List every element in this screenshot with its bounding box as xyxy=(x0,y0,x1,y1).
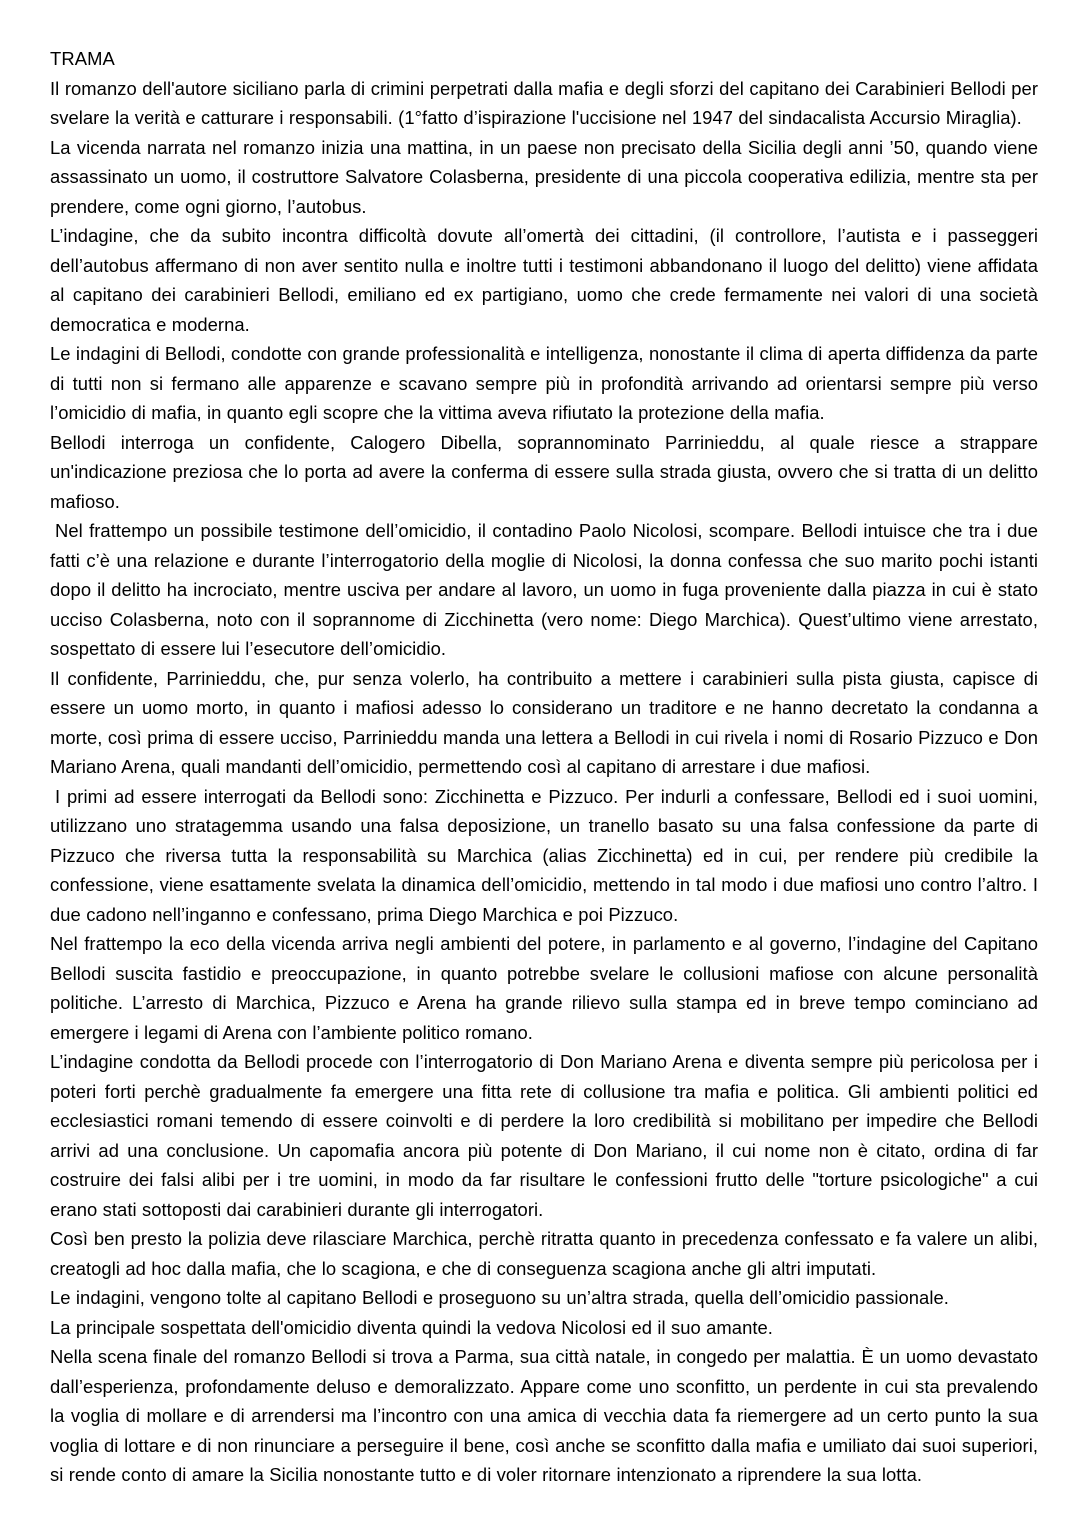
paragraph-12: Le indagini, vengono tolte al capitano Bellodi e proseguono su un’altra strada, quella dell’omicidio passionale. xyxy=(50,1287,949,1308)
paragraph-5: Bellodi interroga un confidente, Calogero Dibella, soprannominato Parrinieddu, al quale riesce a strappare un'indicazione preziosa che lo porta ad avere la conferma di essere sulla strada giusta, ovvero che si tratta di un delitto mafioso. xyxy=(50,431,1038,512)
document-heading: TRAMA xyxy=(50,48,115,69)
paragraph-9: Nel frattempo la eco della vicenda arriva negli ambienti del potere, in parlamento e al governo, l’indagine del Capitano Bellodi suscita fastidio e preoccupazione, in quanto potrebbe svelare le collusioni mafiose con alcune personalità politiche. L’arresto di Marchica, Pizzuco e Arena ha grande rilievo sulla stampa ed in breve tempo cominciano ad emergere i legami di Arena con l’ambiente politico romano. xyxy=(50,933,1038,1043)
paragraph-3: L’indagine, che da subito incontra difficoltà dovute all’omertà dei cittadini, (il controllore, l’autista e i passeggeri dell’autobus affermano di non aver sentito nulla e inoltre tutti i testimoni abbandonano il luogo del delitto) viene affidata al capitano dei carabinieri Bellodi, emiliano ed ex partigiano, uomo che crede fermamente nei valori di una società democratica e moderna. xyxy=(50,225,1038,335)
paragraph-10: L’indagine condotta da Bellodi procede con l’interrogatorio di Don Mariano Arena e diventa sempre più pericolosa per i poteri forti perchè gradualmente fa emergere una fitta rete di collusione tra mafia e politica. Gli ambienti politici ed ecclesiastici romani temendo di essere coinvolti e di perdere la loro credibilità si mobilitano per impedire che Bellodi arrivi ad una conclusione. Un capomafia ancora più potente di Don Mariano, il cui nome non è citato, ordina di far costruire dei falsi alibi per i tre uomini, in modo da far risultare le confessioni frutto delle "torture psicologiche" a cui erano stati sottoposti dai carabinieri durante gli interrogatori. xyxy=(50,1051,1038,1220)
paragraph-1: Il romanzo dell'autore siciliano parla di crimini perpetrati dalla mafia e degli sforzi del capitano dei Carabinieri Bellodi per svelare la verità e catturare i responsabili. (1°fatto d’ispirazione l'uccisione nel 1947 del sindacalista Accursio Miraglia). xyxy=(50,77,1038,128)
paragraph-7: Il confidente, Parrinieddu, che, pur senza volerlo, ha contribuito a mettere i carabinieri sulla pista giusta, capisce di essere un uomo morto, in quanto i mafiosi adesso lo considerano un traditore e ne hanno decretato la condanna a morte, così prima di essere ucciso, Parrinieddu manda una lettera a Bellodi in cui rivela i nomi di Rosario Pizzuco e Don Mariano Arena, quali mandanti dell’omicidio, permettendo così al capitano di arrestare i due mafiosi. xyxy=(50,667,1038,777)
paragraph-11: Così ben presto la polizia deve rilasciare Marchica, perchè ritratta quanto in precedenza confessato e fa valere un alibi, creatogli ad hoc dalla mafia, che lo scagiona, e che di conseguenza scagiona anche gli altri imputati. xyxy=(50,1228,1038,1279)
paragraph-13: La principale sospettata dell'omicidio diventa quindi la vedova Nicolosi ed il suo amante. xyxy=(50,1316,773,1338)
document-body xyxy=(50,44,1038,1490)
paragraph-4: Le indagini di Bellodi, condotte con grande professionalità e intelligenza, nonostante il clima di aperta diffidenza da parte di tutti non si fermano alle apparenze e scavano sempre più in profondità arrivando ad orientarsi sempre più verso l’omicidio di mafia, in quanto egli scopre che la vittima aveva rifiutato la protezione della mafia. xyxy=(50,343,1038,423)
paragraph-8: I primi ad essere interrogati da Bellodi sono: Zicchinetta e Pizzuco. Per indurli a confessare, Bellodi ed i suoi uomini, utilizzano uno stratagemma usando una falsa deposizione, un tranello basato su una falsa confessione da parte di Pizzuco che riversa tutta la responsabilità su Marchica (alias Zicchinetta) ed in cui, per rendere più credibile la confessione, viene esattamente svelata la dinamica dell’omicidio, mettendo in tal modo i due mafiosi uno contro l’altro. I due cadono nell’inganno e confessano, prima Diego Marchica e poi Pizzuco. xyxy=(50,785,1038,925)
paragraph-2: La vicenda narrata nel romanzo inizia una mattina, in un paese non precisato della Sicilia degli anni ’50, quando viene assassinato un uomo, il costruttore Salvatore Colasberna, presidente di una piccola cooperativa edilizia, mentre sta per prendere, come ogni giorno, l’autobus. xyxy=(50,136,1038,217)
paragraph-6: Nel frattempo un possibile testimone dell’omicidio, il contadino Paolo Nicolosi, scompare. Bellodi intuisce che tra i due fatti c’è una relazione e durante l’interrogatorio della moglie di Nicolosi, la donna confessa che suo marito pochi istanti dopo il delitto ha incrociato, mentre usciva per andare al lavoro, un uomo in fuga proveniente dalla piazza in cui è stato ucciso Colasberna, noto con il soprannome di Zicchinetta (vero nome: Diego Marchica). Quest’ultimo viene arrestato, sospettato di essere lui l’esecutore dell’omicidio. xyxy=(50,520,1038,659)
paragraph-14: Nella scena finale del romanzo Bellodi si trova a Parma, sua città natale, in congedo per malattia. È un uomo devastato dall’esperienza, profondamente deluso e demoralizzato. Appare come uno sconfitto, un perdente in cui sta prevalendo la voglia di mollare e di arrendersi ma l’incontro con una amica di vecchia data fa riemergere ad un certo punto la sua voglia di lottare e di non rinunciare a perseguire il bene, così anche se sconfitto dalla mafia e umiliato dai suoi superiori, si rende conto di amare la Sicilia nonostante tutto e di voler ritornare intenzionato a riprendere la sua lotta. xyxy=(50,1346,1038,1485)
